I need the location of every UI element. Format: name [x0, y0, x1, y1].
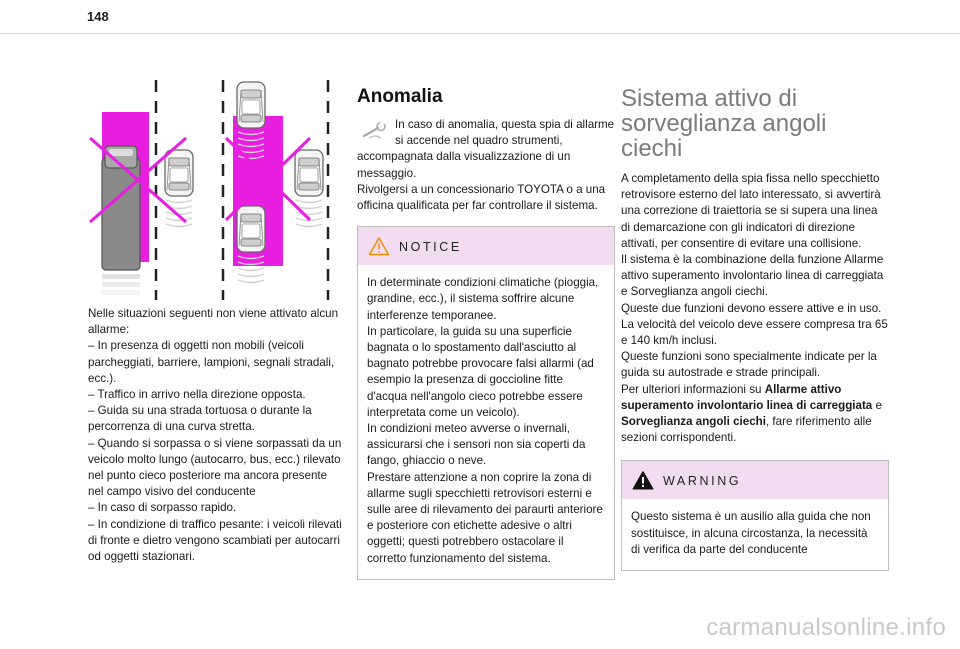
anomaly-intro-rest: accompagnata dalla visualizzazione di un messaggio. Rivolgersi a un concessionario TOYOTA o a una officina qualificata per far controllare il sistema.: [357, 150, 606, 213]
notice-box: [357, 226, 615, 580]
column-middle: [357, 86, 615, 580]
bold-blind-spot: Sorveglianza angoli ciechi: [621, 415, 766, 429]
site-watermark: carmanualsonline.info: [706, 614, 946, 641]
warning-label: WARNING: [663, 474, 742, 489]
section-body: [621, 171, 889, 446]
notice-text: In determinate condizioni climatiche (pioggia, grandine, ecc.), il sistema soffrire alcune interferenze temporanee. In particolare, la guida su una superficie bagnata o lo spostamento dall'asciutto al bagnato potrebbe provocare falsi allarmi (ad esempio la presenza di goccioline fitte d'acqua nell'angolo cieco potrebbe essere interpretata come un veicolo). In condizioni meteo avverse o invernali, assicurarsi che i sensori non sia coperti da fango, ghiaccio o neve. Prestare attenzione a non coprire la zona di allarme sugli specchietti retrovisori esterni e sulle aree di rilevamento dei paraurti anteriore e posteriore con etichette adesive o altri oggetti; questi potrebbero ostacolare il corretto funzionamento del sistema.: [367, 276, 603, 565]
anomaly-intro-first: In caso di anomalia, questa spia di allarme si accende nel quadro strumenti,: [395, 118, 615, 148]
warning-triangle-icon: [632, 470, 654, 490]
section-body-b: e: [872, 398, 882, 412]
bold-lane-keeping: Allarme attivo superamento involontario linea di carreggiata: [621, 382, 873, 412]
section-body-a: A completamento della spia fissa nello specchietto retrovisore esterno del lato interessato, si avvertirà una correzione di traiettoria se si supera una linea di demarcazione con gli indicatori di direzione attivati, per consentire di evitare una collisione. Il sistema è la combinazione della funzione Allarme attivo superamento involontario linea di carreggiata e Sorveglianza angoli ciechi. Queste due funzioni devono essere attive e in uso. La velocità del veicolo deve essere compresa tra 65 e 140 km/h inclusi. Queste funzioni sono specialmente indicate per la guida su autostrade e strade principali. Per ulteriori informazioni su: [621, 172, 888, 396]
section-body-c: , fare riferimento alle sezioni corrispondenti.: [621, 415, 872, 445]
page-number: 148: [87, 9, 109, 24]
warning-body: [622, 499, 888, 570]
wrench-lamp-icon: [361, 121, 389, 139]
warning-text: Questo sistema è un ausilio alla guida che non sostituisce, in alcuna circostanza, la necessità di verifica da parte del conducente: [631, 510, 871, 556]
anomaly-intro: [357, 117, 615, 214]
warning-box: [621, 460, 889, 571]
anomaly-heading: Anomalia: [357, 86, 443, 107]
column-right: [621, 86, 889, 571]
notice-label: NOTICE: [399, 240, 462, 255]
exceptions-text: Nelle situazioni seguenti non viene attivato alcun allarme: – In presenza di oggetti non mobili (veicoli parcheggiati, barriere, lampioni, segnali stradali, ecc.). – Traffico in arrivo nella direzione opposta. – Guida su una strada tortuosa o durante la percorrenza di una curva stretta. – Quando si sorpassa o si viene sorpassati da un veicolo molto lungo (autocarro, bus, ecc.) rilevato nel punto cieco posteriore ma ancora presente nel campo visivo del conducente – In caso di sorpasso rapido. – In condizione di traffico pesante: i veicoli rilevati di fronte e dietro vengono scambiati per autocarri od oggetti stazionari.: [88, 307, 342, 564]
blind-spot-illustration: [88, 76, 338, 302]
notice-header: [358, 227, 614, 265]
notice-body: [358, 265, 614, 579]
triangle-icon: [368, 236, 390, 256]
column-left: [88, 306, 343, 565]
top-divider: [0, 33, 960, 34]
section-title: Sistema attivo di sorveglianza angoli ciechi: [621, 85, 827, 162]
warning-header: [622, 461, 888, 499]
